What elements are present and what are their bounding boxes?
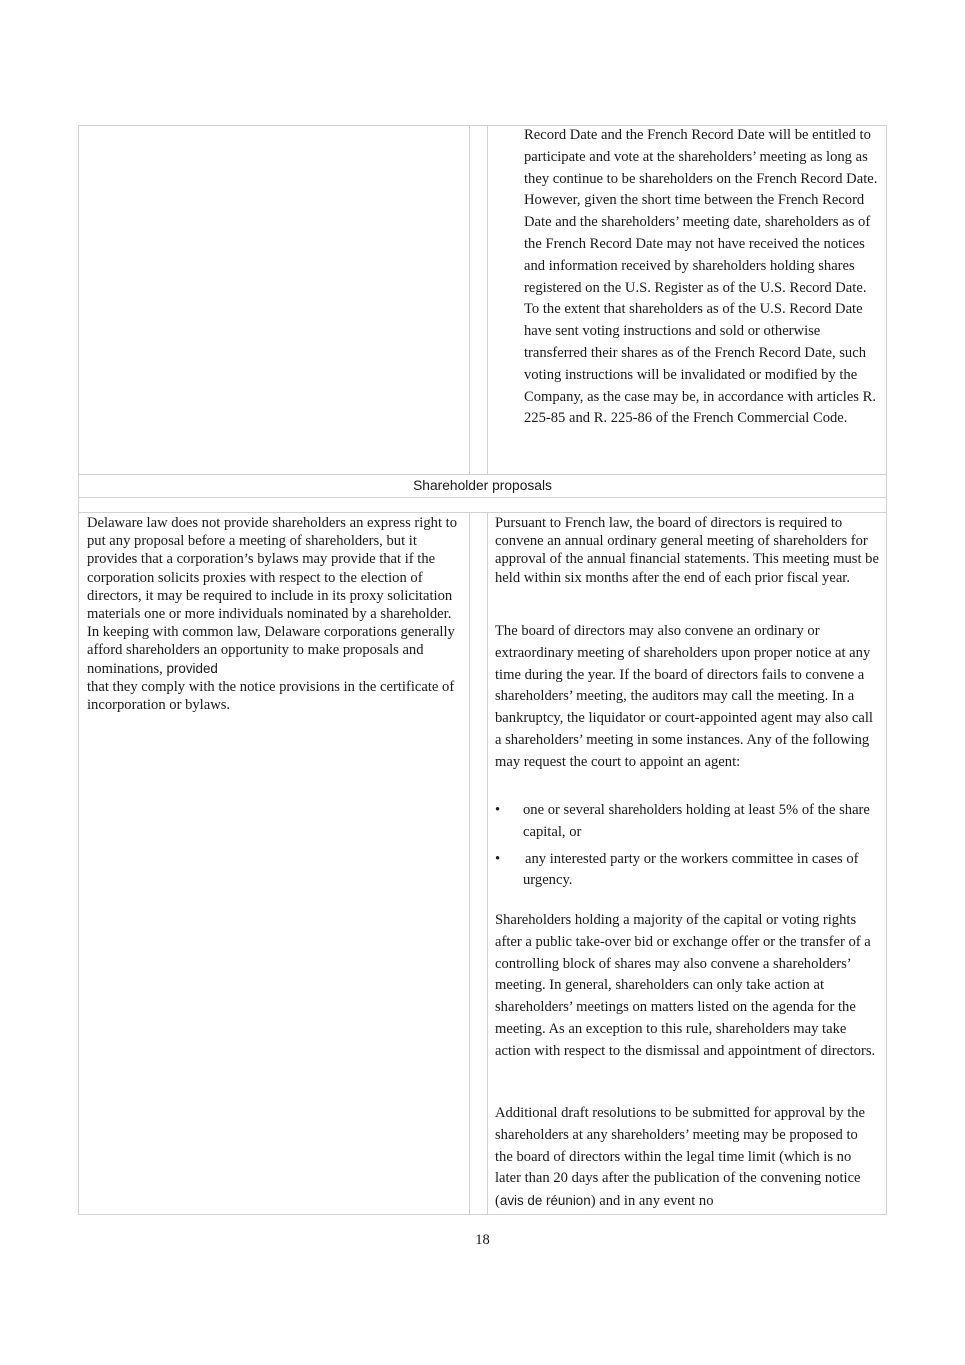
french-law-para3-text: Shareholders holding a majority of the capital or voting rights after a public take-over bid or exchange offer or the transfer of a controlling block of shares may also convene a shareholders’ meeting. In general, shareholders can only take action at shareholders’ meetings on matters listed on the agenda for the meeting. As an exception to this rule, shareholders may take action with respect to the dismissal and appointment of directors. (495, 912, 876, 1059)
french-law-para2-text: The board of directors may also convene an ordinary or extraordinary meeting of shareholders upon proper notice at any time during the year. If the board of directors fails to convene a shareholders’ meeting, the auditors may call the meeting. In a bankruptcy, the liquidator or court-appointed agent may also call a shareholders’ meeting in some instances. Any of the following may request the court to appoint an agent: (495, 623, 873, 770)
column-divider-right (487, 125, 488, 475)
delaware-text-part2: that they comply with the notice provisions in the certificate of incorporation or bylaws. (87, 678, 455, 714)
french-law-para4-emphasis: avis de réunion (499, 1193, 591, 1209)
bullet-text: one or several shareholders holding at least 5% of the share capital, or (523, 802, 870, 840)
french-law-para4-part1: Additional draft resolutions to be submitted for approval by the shareholders at any shareholders’ meeting may be proposed to the board of directors within the legal time limit (which is no later than 20 days after the publication of the convening notice ( (495, 1105, 866, 1210)
delaware-law-paragraph (87, 514, 462, 714)
delaware-text-part1: Delaware law does not provide shareholders an express right to put any proposal before a meeting of shareholders, but it provides that a corporation’s bylaws may provide that if the corporation solicits proxies with respect to the election of directors, it may be required to include in its proxy solicitation materials one or more individuals nominated by a shareholder. In keeping with common law, Delaware corporations generally afford shareholders an opportunity to make proposals and nominations, (87, 515, 457, 677)
page-number: 18 (475, 1232, 490, 1248)
column-divider-left (469, 125, 470, 475)
bullet-dot: • (495, 850, 501, 867)
french-law-para3 (495, 910, 879, 1063)
french-law-bullet-list (495, 800, 879, 892)
french-law-para1 (495, 514, 879, 587)
bullet-item (495, 800, 879, 844)
french-law-para4-part2: ) and in any event no (590, 1193, 714, 1210)
column-divider-body-right (487, 512, 488, 1215)
continued-paragraph (524, 125, 880, 430)
bullet-dot: • (495, 802, 501, 818)
delaware-text-emphasis: provided (166, 660, 218, 676)
french-law-para2 (495, 621, 879, 774)
bullet-item (495, 849, 879, 893)
section-heading: Shareholder proposals (413, 478, 552, 493)
french-law-para1-text: Pursuant to French law, the board of directors is required to convene an annual ordinary general meeting of shareholders for approval of the annual financial statements. This meeting must be held within six months after the end of each prior fiscal year. (495, 515, 879, 586)
continued-paragraph-text: Record Date and the French Record Date will be entitled to participate and vote at the shareholders’ meeting as long as they continue to be shareholders on the French Record Date. However, given the short time between the French Record Date and the shareholders’ meeting date, shareholders as of the French Record Date may not have received the notices and information received by shareholders holding shares registered on the U.S. Register as of the U.S. Record Date. To the extent that shareholders as of the U.S. Record Date have sent voting instructions and sold or otherwise transferred their shares as of the French Record Date, such voting instructions will be invalidated or modified by the Company, as the case may be, in accordance with articles R. 225-85 and R. 225-86 of the French Commercial Code. (524, 127, 878, 427)
bullet-text: any interested party or the workers committee in cases of urgency. (523, 850, 859, 889)
column-divider-body-left (469, 512, 470, 1215)
french-law-para4 (495, 1103, 879, 1213)
row-divider-body-top (78, 512, 887, 513)
row-divider-heading-bottom (78, 497, 887, 498)
